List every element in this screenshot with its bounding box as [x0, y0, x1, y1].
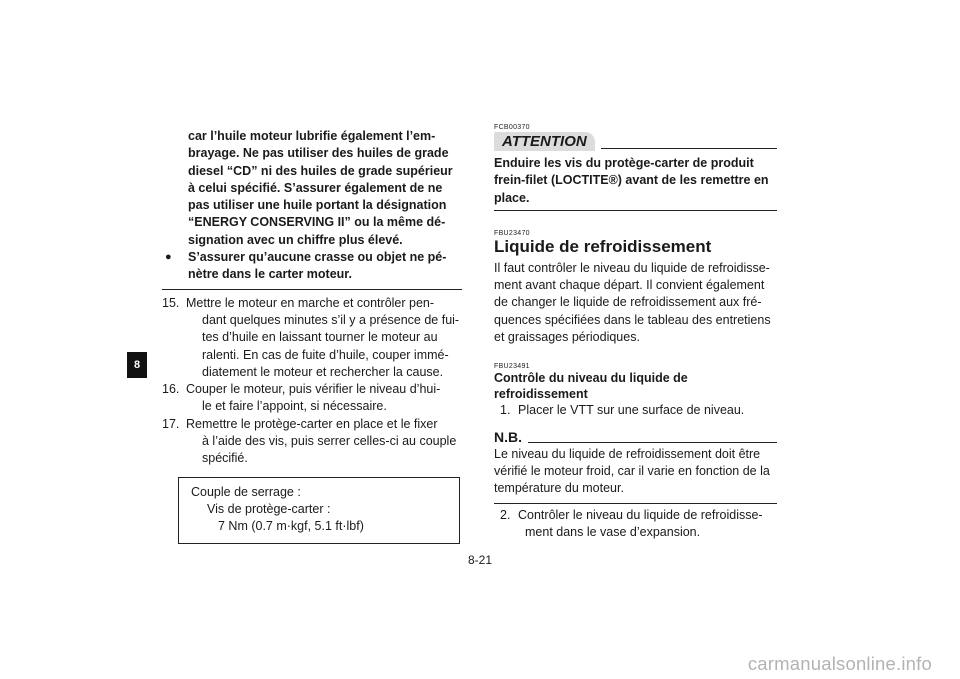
text-line: Enduire les vis du protège-carter de produit: [494, 156, 754, 170]
text-line: ralenti. En cas de fuite d’huile, couper immé-: [202, 347, 449, 362]
attention-text: [494, 155, 777, 207]
subsection-heading: [494, 370, 777, 402]
list-item: [162, 416, 462, 468]
text-line: signation avec un chiffre plus élevé.: [188, 232, 403, 247]
coolant-intro: [494, 260, 777, 346]
text-line: pas utiliser une huile portant la désignation: [188, 198, 447, 213]
list-item: [162, 295, 462, 381]
note-text: [494, 446, 777, 498]
text-line: diatement le moteur et rechercher la cause.: [202, 364, 444, 379]
torque-part: Vis de protège-carter :: [207, 501, 331, 516]
attention-label: ATTENTION: [494, 132, 595, 151]
text-line: ment avant chaque départ. Il convient également: [494, 278, 765, 293]
torque-value: 7 Nm (0.7 m·kgf, 5.1 ft·lbf): [218, 518, 364, 533]
text-line: place.: [494, 190, 530, 205]
chapter-number: 8: [133, 359, 141, 371]
text-line: à celui spécifié. S’assurer également de ne: [188, 180, 443, 195]
step-text: Placer le VTT sur une surface de niveau.: [518, 403, 745, 418]
text-line: S’assurer qu’aucune crasse ou objet ne pé-: [188, 250, 447, 265]
text-line: nètre dans le carter moteur.: [188, 267, 352, 282]
note-header: [494, 429, 777, 446]
text-line: Contrôle du niveau du liquide de: [494, 371, 688, 386]
watermark: carmanualsonline.info: [747, 653, 932, 674]
page-number: 8-21: [467, 553, 493, 567]
left-column: [162, 128, 462, 544]
step-number: 1.: [500, 403, 511, 418]
note-label: N.B.: [494, 428, 522, 445]
warning-bullet: [162, 249, 462, 284]
text-line: diesel “CD” ni des huiles de grade supérieur: [188, 163, 453, 178]
step-number: 16.: [162, 382, 180, 397]
reference-code: FBU23491: [494, 363, 530, 371]
note-end-rule: [494, 503, 777, 504]
text-line: Remettre le protège-carter en place et le fixer: [186, 416, 438, 431]
list-item: [494, 402, 777, 419]
text-line: vérifié le moteur froid, car il varie en fonction de la: [494, 463, 770, 478]
text-line: et graissages périodiques.: [494, 330, 640, 345]
chapter-tab: [127, 352, 147, 378]
text-line: car l’huile moteur lubrifie également l’em-: [188, 129, 436, 143]
text-line: quences spécifiées dans le tableau des entretiens: [494, 312, 771, 327]
text-line: “ENERGY CONSERVING II” ou la même dé-: [188, 215, 446, 230]
attention-rule: [601, 148, 777, 149]
section-heading: Liquide de refroidissement: [494, 236, 712, 256]
attention-header: [494, 132, 777, 151]
text-line: refroidissement: [494, 387, 588, 402]
text-line: Couper le moteur, puis vérifier le niveau d’hui-: [186, 382, 441, 397]
step-number: 15.: [162, 295, 180, 310]
text-line: spécifié.: [202, 451, 248, 466]
text-line: tes d’huile en laissant tourner le moteur au: [202, 330, 438, 345]
text-line: température du moteur.: [494, 481, 624, 496]
right-column: [494, 124, 777, 541]
steps-list: [162, 295, 462, 468]
list-item: [162, 381, 462, 416]
attention-end-rule: [494, 210, 777, 211]
warning-end-rule: [162, 289, 462, 290]
step-number: 2.: [500, 507, 511, 522]
text-line: brayage. Ne pas utiliser des huiles de grade: [188, 146, 449, 161]
torque-spec-box: [178, 477, 460, 544]
warning-continuation: [162, 128, 462, 249]
step-number: 17.: [162, 416, 180, 431]
note-rule: [528, 442, 777, 443]
text-line: Il faut contrôler le niveau du liquide de refroidisse-: [494, 260, 770, 275]
text-line: de changer le liquide de refroidissement aux fré-: [494, 295, 762, 310]
text-line: le et faire l’appoint, si nécessaire.: [202, 399, 387, 414]
bullet-icon: ●: [165, 251, 172, 264]
text-line: ment dans le vase d’expansion.: [525, 524, 701, 539]
text-line: Contrôler le niveau du liquide de refroidisse-: [518, 507, 763, 522]
list-item: [494, 507, 777, 542]
text-line: dant quelques minutes s’il y a présence de fui-: [202, 312, 460, 327]
text-line: Mettre le moteur en marche et contrôler pen-: [186, 295, 435, 310]
torque-label: Couple de serrage :: [191, 484, 301, 499]
text-line: à l’aide des vis, puis serrer celles-ci au couple: [202, 434, 457, 449]
reference-code: FBU23470: [494, 229, 530, 237]
reference-code: FCB00370: [494, 124, 530, 131]
text-line: Le niveau du liquide de refroidissement doit être: [494, 446, 761, 461]
text-line: frein-filet (LOCTITE®) avant de les remettre en: [494, 173, 769, 188]
